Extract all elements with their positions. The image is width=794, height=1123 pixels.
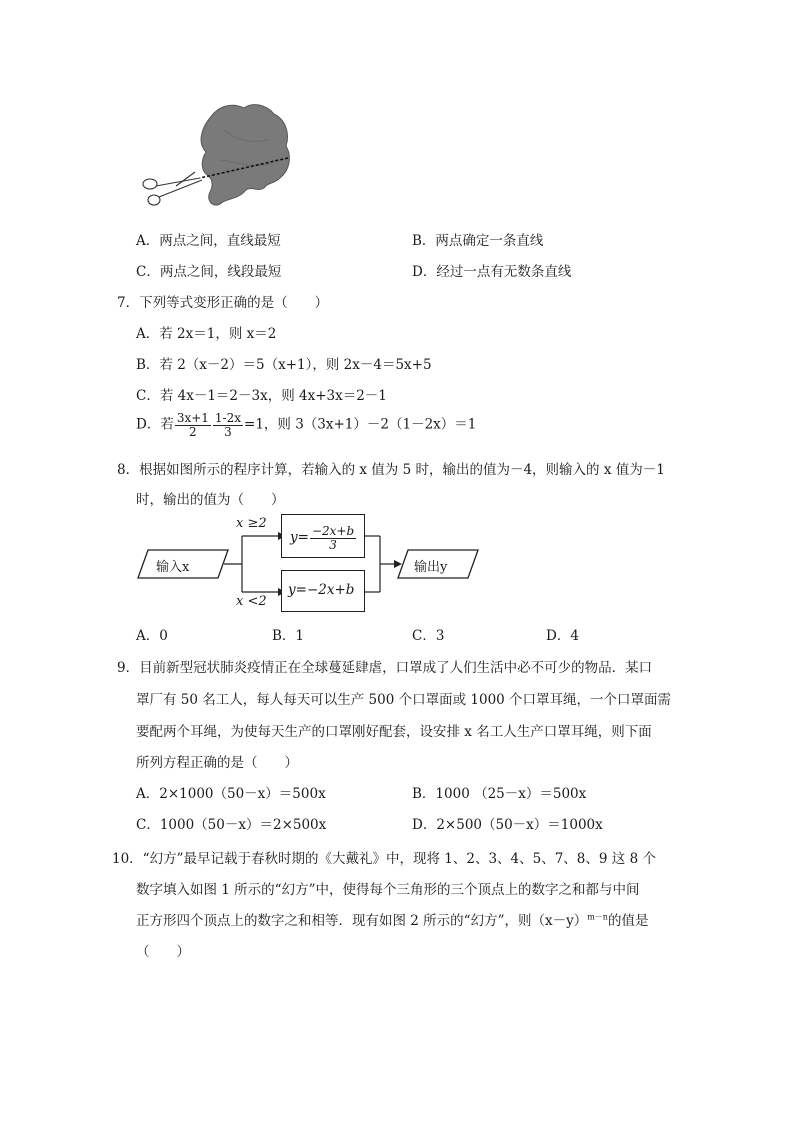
leaf-scissors-figure [140,100,300,218]
q9-option-c: C．1000（50－x）＝2×500x [136,817,327,833]
q7-d-fraction-2 [213,412,243,438]
fraction-numerator: 1-2x [214,411,242,425]
q8-stem-line2: 时，输出的值为（ ） [136,492,285,508]
fraction-denominator: 3 [329,537,337,552]
q9-line4: 所列方程正确的是（ ） [136,755,298,771]
q6-option-d: D．经过一点有无数条直线 [412,264,572,280]
fraction-denominator: 2 [189,424,197,439]
fraction-numerator: 3x+1 [176,411,209,425]
flow-output-label: 输出y [414,560,448,575]
q6-option-c: C．两点之间，线段最短 [136,264,282,280]
q9-line2: 罩厂有 50 名工人，每人每天可以生产 500 个口罩面或 1000 个口罩耳绳，一个口罩面需 [136,692,672,708]
q10-exponent: m－n [587,912,608,922]
q9-line1: 9．目前新型冠状肺炎疫情正在全球蔓延肆虐，口罩成了人们生活中必不可少的物品．某口 [117,660,653,676]
flow-box-top-formula [290,525,357,551]
flow-box-bottom [281,570,365,612]
flow-box-bottom-formula: y=−2x+b [288,582,355,598]
q8-option-d: D．4 [546,628,579,644]
q7-option-d [136,412,476,438]
q10-line3 [136,909,648,929]
q9-option-d: D．2×500（50－x）＝1000x [412,817,603,833]
flow-condition-top: x ≥2 [236,516,267,531]
q8-stem-line1: 8．根据如图所示的程序计算，若输入的 x 值为 5 时，输出的值为－4，则输入的 x 值为－1 [117,462,665,478]
q9-option-b: B．1000 （25－x）＝500x [412,786,587,802]
q7-d-fraction-1 [175,412,211,438]
q6-option-b: B．两点确定一条直线 [412,233,544,249]
flow-box-top-fraction [310,525,356,551]
q6-option-a: A．两点之间，直线最短 [136,233,281,249]
q9-line3: 要配两个耳绳，为使每天生产的口罩刚好配套，设安排 x 名工人生产口罩耳绳，则下面 [136,724,652,740]
q10-line4: （ ） [136,944,190,960]
q7-option-a: A．若 2x＝1，则 x＝2 [136,326,277,342]
q7-option-b: B．若 2（x－2）＝5（x+1），则 2x－4＝5x+5 [136,357,432,373]
q10-line2: 数字填入如图 1 所示的“幻方”中，使得每个三角形的三个顶点上的数字之和都与中间 [136,882,640,898]
fraction-numerator: −2x+b [311,524,355,538]
q7-option-c: C．若 4x－1＝2－3x，则 4x+3x＝2－1 [136,388,387,404]
flow-input-label: 输入x [156,560,190,575]
leaf-shape [201,105,289,205]
fraction-denominator: 3 [224,424,232,439]
q7-d-suffix: =1，则 3（3x+1）－2（1－2x）＝1 [244,416,477,433]
flow-box-top [281,514,365,558]
q10-line3-end: 的值是 [607,913,649,929]
q7-stem: 7．下列等式变形正确的是（ ） [117,295,329,311]
q9-option-a: A．2×1000（50－x）＝500x [136,786,326,802]
q8-flowchart [130,512,490,614]
flow-condition-bottom: x <2 [236,594,267,609]
flow-box-top-prefix: y= [290,529,309,546]
q8-option-c: C．3 [412,628,445,644]
q10-line3-main: 正方形四个顶点上的数字之和相等．现有如图 2 所示的“幻方”，则（x－y） [136,913,588,929]
q7-d-prefix: D．若 [136,416,174,433]
q10-line1: 10．“幻方”最早记载于春秋时期的《大戴礼》中，现将 1、2、3、4、5、7、8、9 这 8 个 [112,851,656,867]
q8-option-b: B．1 [272,628,305,644]
q8-option-a: A．0 [136,628,168,644]
scissors-icon [143,172,202,205]
